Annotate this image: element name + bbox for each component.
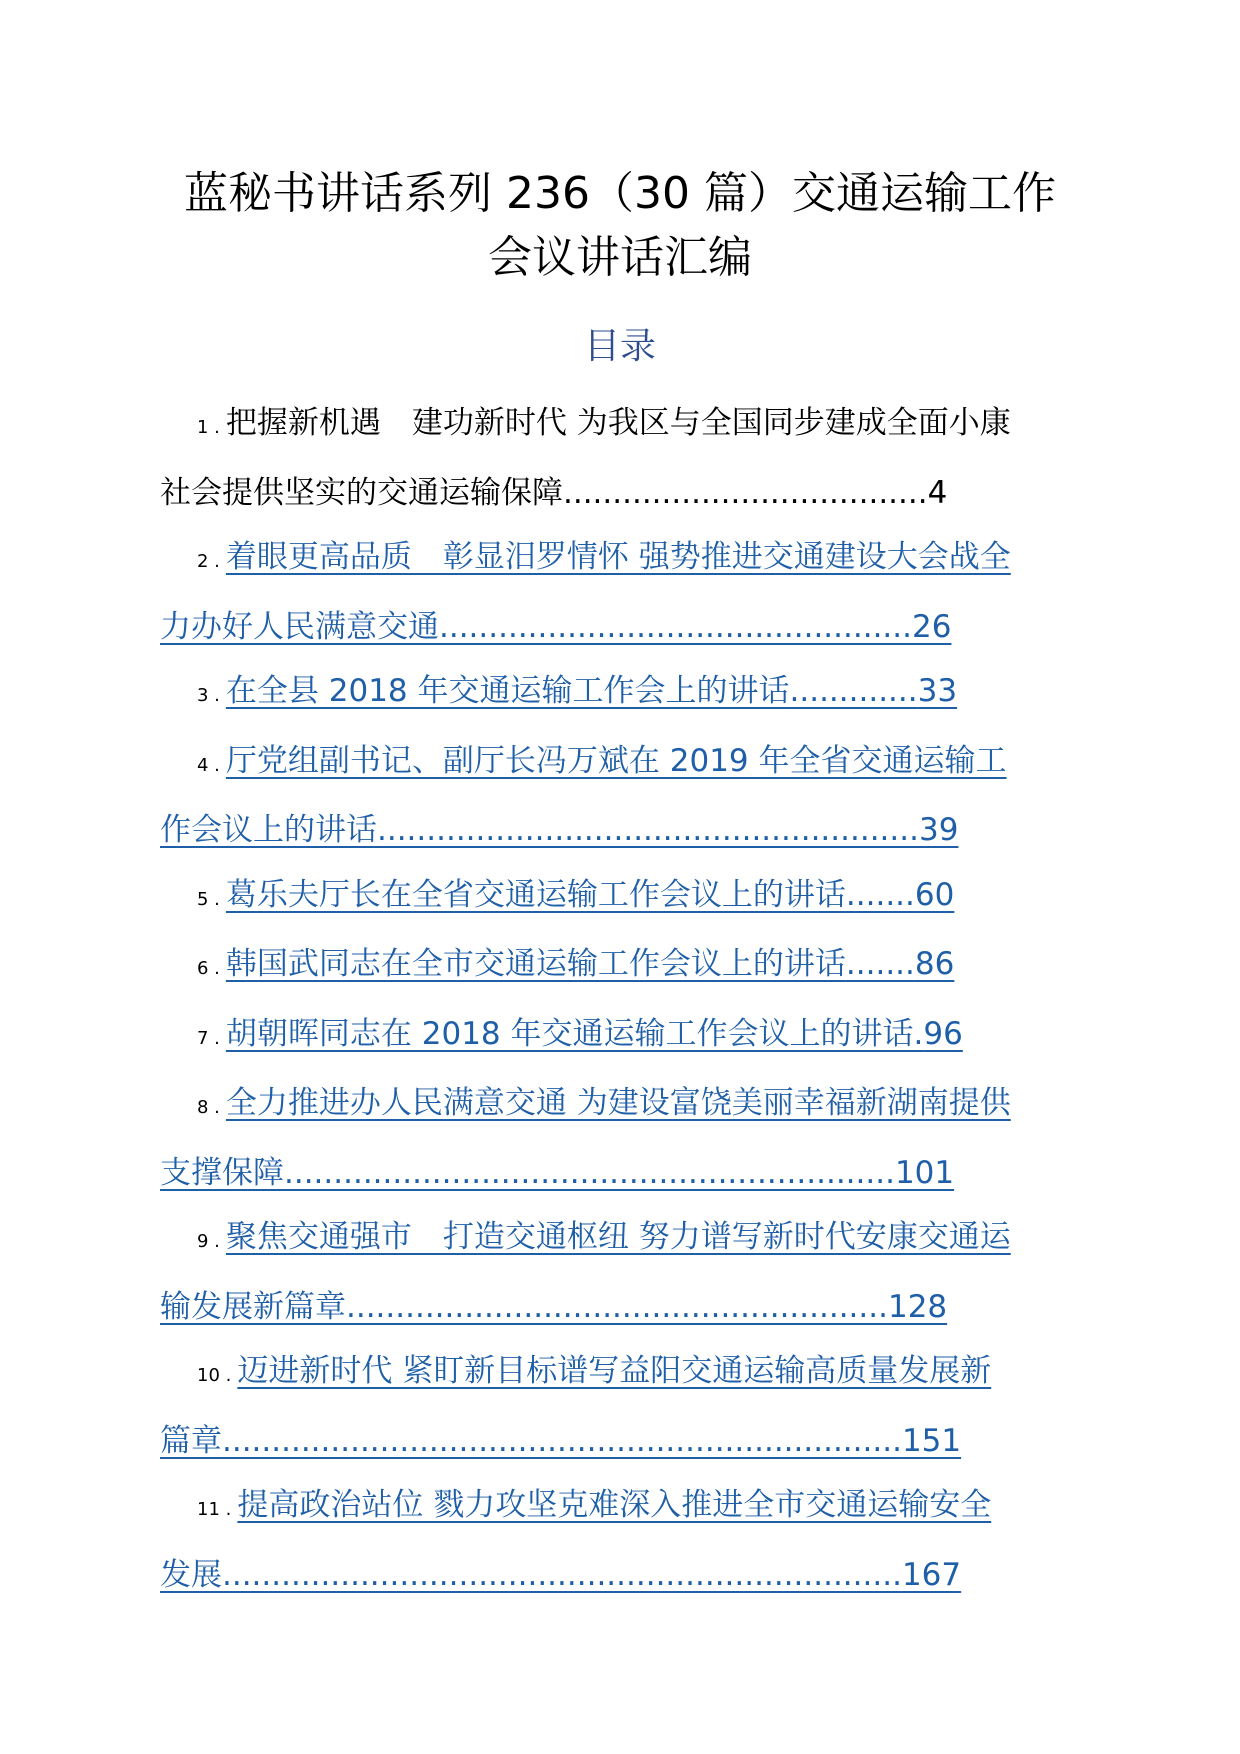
toc-entry-title[interactable]: 在全县 2018 年交通运输工作会上的讲话 xyxy=(225,673,790,709)
toc-entry-page-number: 4 xyxy=(927,474,948,511)
toc-entry-title-continued: 社会提供坚实的交通运输保障..................................... xyxy=(160,474,928,511)
toc-entry-title-continued[interactable]: . xyxy=(913,1015,924,1052)
toc-entry-title-continued[interactable]: ............. xyxy=(789,673,918,709)
toc-entry[interactable] xyxy=(160,659,1084,729)
toc-entry-title[interactable]: 葛乐夫厅长在全省交通运输工作会议上的讲话 xyxy=(225,876,846,913)
toc-entry-title-continued[interactable]: 篇章..................................................................... xyxy=(160,1422,902,1459)
title-line-2: 会议讲话汇编 xyxy=(488,232,752,283)
toc-entry-separator: . xyxy=(208,551,220,572)
toc-entry xyxy=(160,391,1084,525)
toc-entry-title[interactable]: 提高政治站位 戮力攻坚克难深入推进全市交通运输安全 xyxy=(237,1487,992,1523)
toc-entry-title[interactable]: 着眼更高品质 彰显汨罗情怀 强势推进交通建设大会战全 xyxy=(225,539,1011,575)
toc-entry-title-continued[interactable]: 支撑保障.............................................................. xyxy=(160,1154,895,1191)
toc-entry-page-number[interactable]: 60 xyxy=(914,876,955,913)
toc-entry-separator: . xyxy=(208,1231,220,1252)
toc-entry-number: 7 xyxy=(197,1027,209,1049)
toc-entry[interactable] xyxy=(160,1205,1084,1339)
toc-entry-title-continued[interactable]: 输发展新篇章....................................................... xyxy=(160,1288,888,1325)
toc-entry-separator: . xyxy=(208,958,220,979)
toc-entry-separator: . xyxy=(208,1027,220,1049)
toc-entry-separator: . xyxy=(219,1499,232,1520)
toc-entry[interactable] xyxy=(160,932,1084,1002)
toc-entry[interactable] xyxy=(160,525,1084,659)
toc-entry-number: 2 xyxy=(197,551,209,572)
toc-entry-title[interactable]: 迈进新时代 紧盯新目标谱写益阳交通运输高质量发展新 xyxy=(237,1353,992,1389)
toc-entry-title[interactable]: 厅党组副书记、副厅长冯万斌在 2019 年全省交通运输工 xyxy=(225,742,1007,779)
toc-entry-page-number[interactable]: 128 xyxy=(887,1288,948,1325)
toc-entry-number: 3 xyxy=(197,685,209,706)
toc-entry-separator: . xyxy=(208,888,220,910)
toc-entry-page-number[interactable]: 86 xyxy=(914,946,955,982)
toc-entry-title[interactable]: 聚焦交通强市 打造交通枢纽 努力谱写新时代安康交通运 xyxy=(225,1219,1011,1255)
toc-entry-number: 6 xyxy=(197,958,209,979)
toc-entry-separator: . xyxy=(208,685,220,706)
toc-entry-title[interactable]: 全力推进办人民满意交通 为建设富饶美丽幸福新湖南提供 xyxy=(225,1085,1011,1121)
toc-entry-page-number[interactable]: 101 xyxy=(894,1154,955,1191)
toc-entry-separator: . xyxy=(208,417,220,438)
toc-entry-page-number[interactable]: 151 xyxy=(901,1422,962,1459)
toc-entry-page-number[interactable]: 96 xyxy=(923,1015,963,1052)
toc-entry-page-number[interactable]: 33 xyxy=(917,673,958,709)
toc-entry[interactable] xyxy=(160,1002,1084,1072)
toc-entry[interactable] xyxy=(160,729,1084,863)
document-title xyxy=(150,162,1090,290)
toc-entry[interactable] xyxy=(160,1071,1084,1205)
toc-entry-title-continued[interactable]: ....... xyxy=(845,946,915,982)
toc-heading: 目录 xyxy=(583,326,656,367)
toc-entry-separator: . xyxy=(208,754,220,776)
toc-entry-number: 4 xyxy=(197,754,209,776)
toc-entry-number: 9 xyxy=(197,1231,209,1252)
toc-entry[interactable] xyxy=(160,1339,1084,1473)
toc-entry-number: 8 xyxy=(197,1097,209,1118)
toc-entry-title: 把握新机遇 建功新时代 为我区与全国同步建成全面小康 xyxy=(225,405,1011,441)
toc-entry-page-number[interactable]: 26 xyxy=(912,608,952,645)
toc-entry-title[interactable]: 韩国武同志在全市交通运输工作会议上的讲话 xyxy=(225,946,846,982)
title-line-1: 蓝秘书讲话系列 236（30 篇）交通运输工作 xyxy=(184,168,1056,219)
toc-entry-number: 1 xyxy=(197,417,209,438)
toc-entry-separator: . xyxy=(208,1097,220,1118)
toc-entry-title-continued[interactable]: 作会议上的讲话....................................................... xyxy=(160,812,919,848)
toc-entry-title-continued[interactable]: ....... xyxy=(845,876,915,913)
toc-entry-number: 10 xyxy=(197,1365,220,1386)
toc-entry-separator: . xyxy=(219,1365,232,1386)
toc-entry-page-number[interactable]: 39 xyxy=(918,812,959,848)
toc-entry[interactable] xyxy=(160,863,1084,933)
table-of-contents xyxy=(160,391,1084,1607)
toc-entry-title[interactable]: 胡朝晖同志在 2018 年交通运输工作会议上的讲话 xyxy=(225,1015,914,1052)
toc-entry-title-continued[interactable]: 发展..................................................................... xyxy=(160,1556,902,1593)
toc-entry[interactable] xyxy=(160,1473,1084,1607)
toc-entry-page-number[interactable]: 167 xyxy=(901,1556,962,1593)
toc-entry-number: 5 xyxy=(197,888,209,910)
toc-entry-number: 11 xyxy=(197,1499,220,1520)
toc-entry-title-continued[interactable]: 力办好人民满意交通................................................ xyxy=(160,608,912,645)
